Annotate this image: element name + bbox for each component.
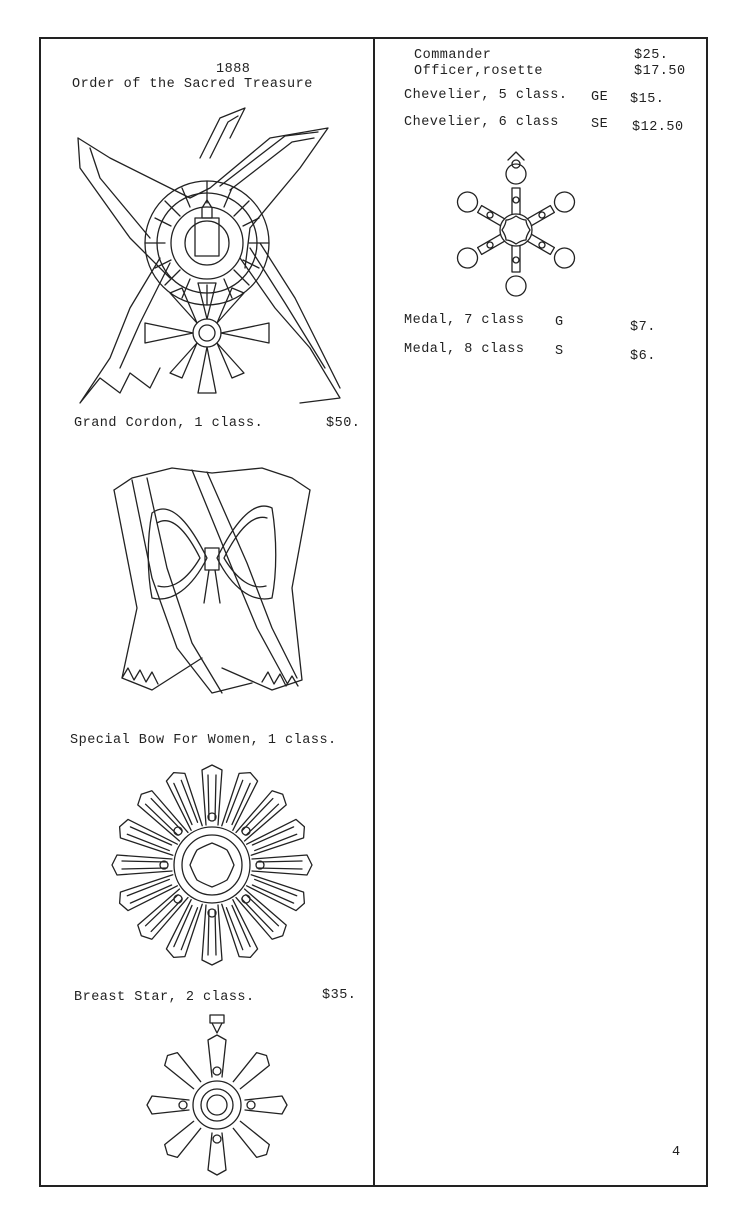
chevalier-5-price: $15. — [630, 92, 665, 107]
page-number: 4 — [672, 1145, 681, 1160]
officer-label: Officer,rosette — [414, 64, 544, 79]
womens-bow-icon — [112, 468, 312, 700]
commander-label: Commander — [414, 48, 492, 63]
year-heading: 1888 — [216, 62, 251, 77]
medal-8-code: S — [555, 344, 564, 359]
officer-price: $17.50 — [634, 64, 686, 79]
grand-cordon-sash-icon — [70, 108, 360, 408]
chevalier-5-label: Chevelier, 5 class. — [404, 88, 568, 103]
grand-cordon-price: $50. — [326, 416, 361, 431]
chevalier-6-code: SE — [591, 117, 609, 132]
medal-8-price: $6. — [630, 349, 656, 364]
breast-star-icon — [112, 765, 312, 965]
page-title: Order of the Sacred Treasure — [72, 77, 313, 92]
chevalier-6-price: $12.50 — [632, 120, 684, 135]
medal-8-label: Medal, 8 class — [404, 342, 525, 357]
column-divider — [373, 37, 375, 1187]
breast-star-price: $35. — [322, 988, 357, 1003]
chevalier-6-label: Chevelier, 6 class — [404, 115, 559, 130]
medal-7-label: Medal, 7 class — [404, 313, 525, 328]
chevalier-badge-icon — [448, 150, 584, 300]
medal-7-code: G — [555, 315, 564, 330]
womens-bow-label: Special Bow For Women, 1 class. — [70, 733, 337, 748]
commander-price: $25. — [634, 48, 669, 63]
breast-star-label: Breast Star, 2 class. — [74, 990, 255, 1005]
chevalier-5-code: GE — [591, 90, 609, 105]
small-star-badge-icon — [142, 1015, 292, 1175]
medal-7-price: $7. — [630, 320, 656, 335]
grand-cordon-label: Grand Cordon, 1 class. — [74, 416, 264, 431]
